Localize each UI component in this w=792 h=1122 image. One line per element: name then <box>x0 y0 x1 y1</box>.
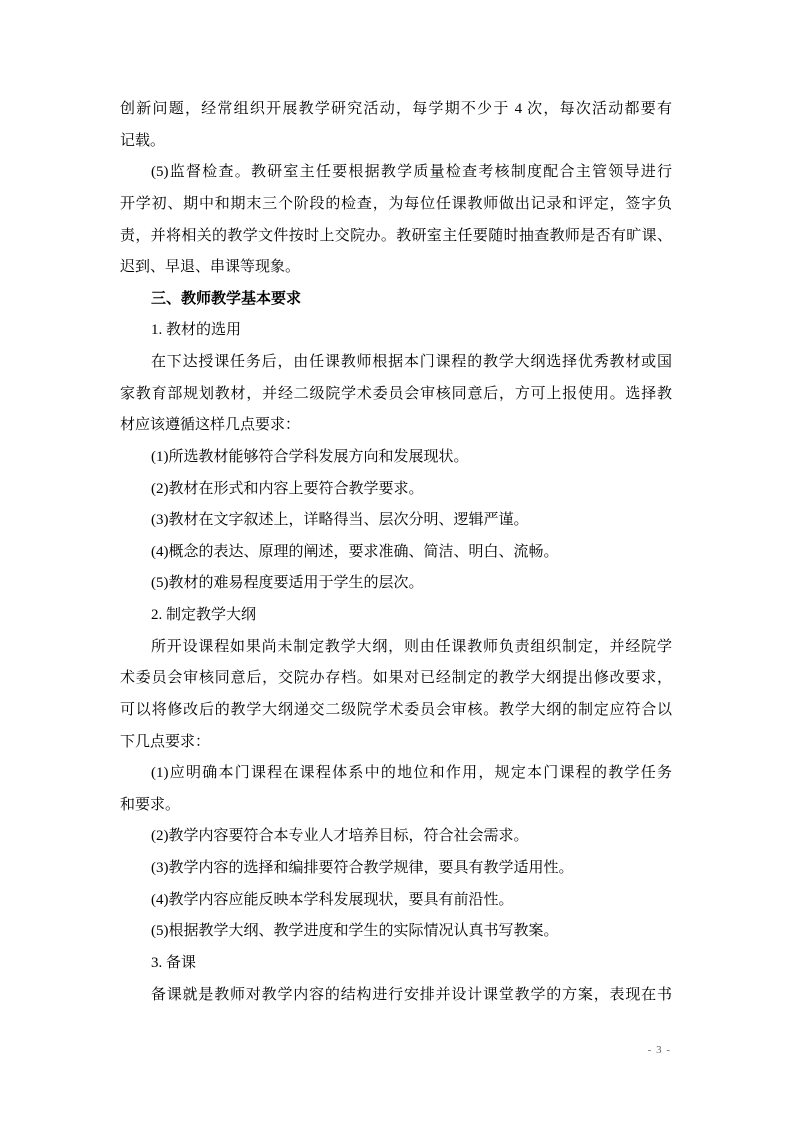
text-line: 所开设课程如果尚未制定教学大纲，则由任课教师负责组织制定，并经院学 <box>151 638 672 655</box>
text-line: 可以将修改后的教学大纲递交二级院学术委员会审核。教学大纲的制定应符合以 <box>120 701 672 718</box>
subsection-heading-block <box>120 948 672 980</box>
text-line: 责，并将相关的教学文件按时上交院办。教研室主任要随时抽查教师是否有旷课、 <box>120 227 672 244</box>
paragraph <box>120 632 672 759</box>
list-item: (5)监督检查。教研室主任要根据教学质量检查考核制度配合主管领导进行 <box>151 164 672 181</box>
list-item: (3)教学内容的选择和编排要符合教学规律，要具有教学适用性。 <box>151 860 574 876</box>
list-item: (3)教材在文字叙述上，详略得当、层次分明、逻辑严谨。 <box>151 512 529 529</box>
subsection-heading-block <box>120 315 672 347</box>
subsection-heading: 3. 备课 <box>151 954 197 971</box>
paragraph <box>120 94 672 157</box>
paragraph <box>120 157 672 284</box>
text-line: 开学初、期中和期末三个阶段的检查，为每位任课教师做出记录和评定，签字负 <box>120 195 672 212</box>
list-item: (5)根据教学大纲、教学进度和学生的实际情况认真书写教案。 <box>151 923 559 940</box>
section-heading-block <box>120 284 672 316</box>
list-item: (4)概念的表达、原理的阐述，要求准确、简洁、明白、流畅。 <box>151 543 559 560</box>
text-line: 备课就是教师对教学内容的结构进行安排并设计课堂教学的方案，表现在书 <box>151 986 672 1003</box>
list-item: (5)教材的难易程度要适用于学生的层次。 <box>151 575 424 592</box>
text-line: 和要求。 <box>120 796 181 813</box>
text-line: 术委员会审核同意后，交院办存档。如果对已经制定的教学大纲提出修改要求， <box>120 670 672 687</box>
subsection-heading: 2. 制定教学大纲 <box>151 607 257 623</box>
subsection-heading-block <box>120 600 672 632</box>
list-item: (4)教学内容应能反映本学科发展现状，要具有前沿性。 <box>151 891 514 908</box>
text-line: 家教育部规划教材，并经二级院学术委员会审核同意后，方可上报使用。选择教 <box>120 385 672 402</box>
list-item: (2)教学内容要符合本专业人才培养目标，符合社会需求。 <box>151 828 529 845</box>
list <box>120 758 672 948</box>
paragraph <box>120 980 672 1012</box>
list-item: (2)教材在形式和内容上要符合教学要求。 <box>151 480 424 497</box>
paragraph <box>120 347 672 442</box>
text-line: 下几点要求： <box>120 733 211 750</box>
text-line: 在下达授课任务后，由任课教师根据本门课程的教学大纲选择优秀教材或国 <box>151 354 672 370</box>
document-body <box>120 94 672 1011</box>
section-heading: 三、教师教学基本要求 <box>151 290 302 307</box>
text-line: 创新问题，经常组织开展教学研究活动，每学期不少于 4 次，每次活动都要有 <box>120 101 672 117</box>
list <box>120 442 672 600</box>
text-line: 迟到、早退、串课等现象。 <box>120 259 301 276</box>
list-item: (1)应明确本门课程在课程体系中的地位和作用，规定本门课程的教学任务 <box>151 765 672 782</box>
page-number: - 3 - <box>647 1044 671 1056</box>
list-item: (1)所选教材能够符合学科发展方向和发展现状。 <box>151 448 469 465</box>
text-line: 记载。 <box>120 132 166 149</box>
text-line: 材应该遵循这样几点要求： <box>120 417 301 434</box>
subsection-heading: 1. 教材的选用 <box>151 322 242 339</box>
